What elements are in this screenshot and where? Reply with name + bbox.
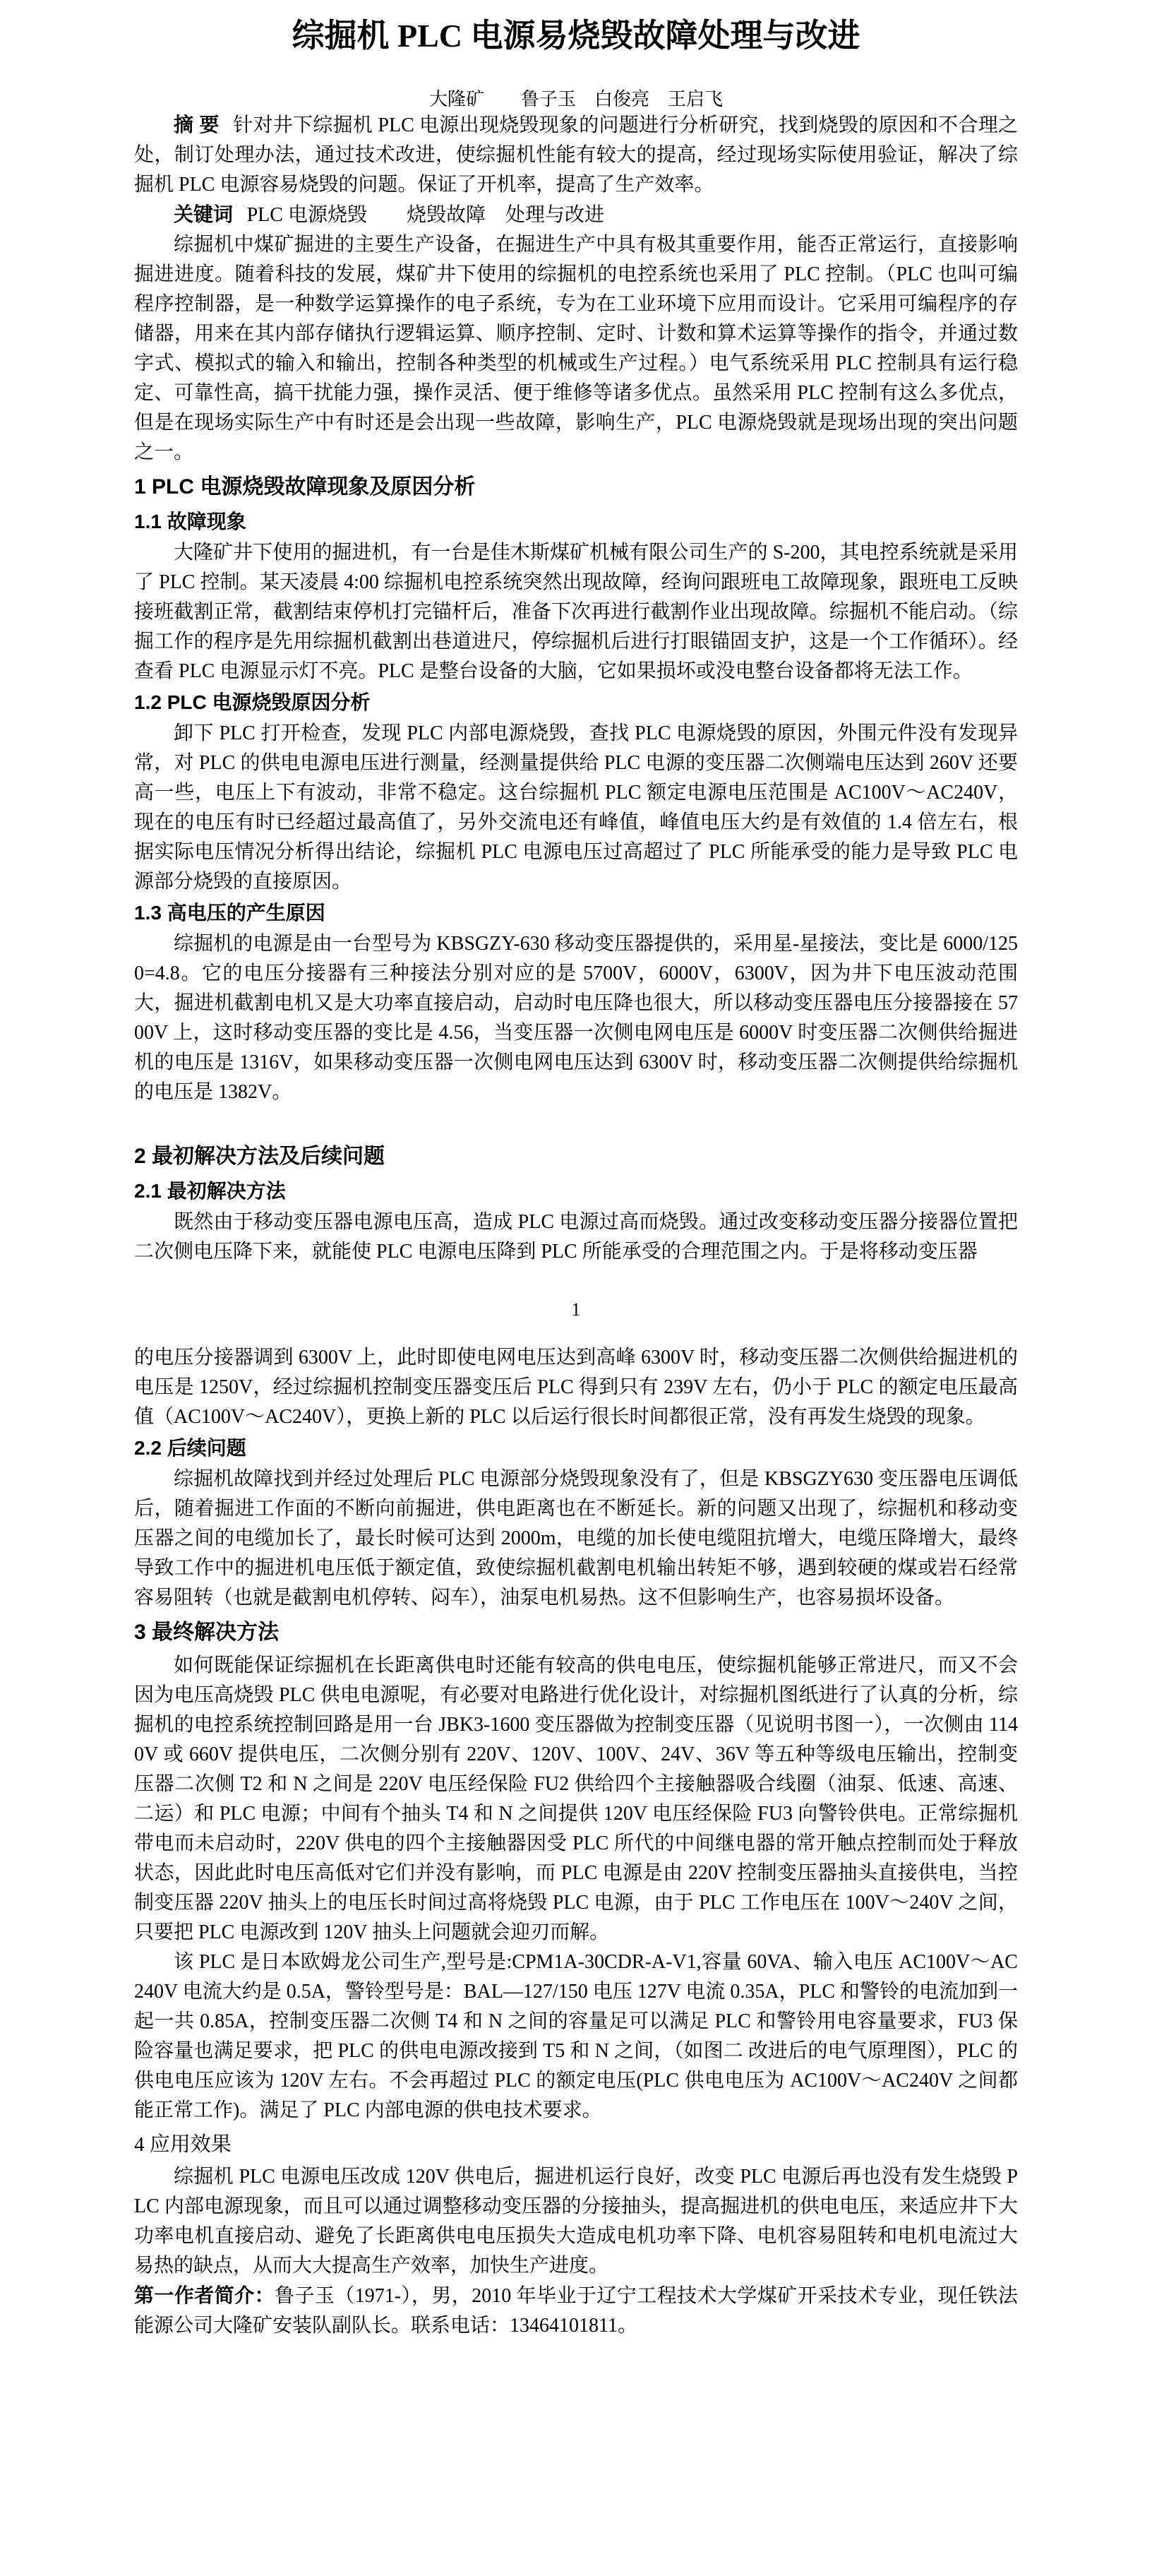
paragraph-3-1: 如何既能保证综掘机在长距离供电时还能有较高的供电电压，使综掘机能够正常进尺，而又不会因为电压高烧毁 PLC 供电电源呢，有必要对电路进行优化设计，对综掘机图纸进行了认真的分析，综掘机的电控系统控制回路是用一台 JBK3-1600 变压器做为控制变压器（见说明书图一），一次侧由 1140V 或 660V 提供电压，二次侧分别有 220V、120V、100V、24V、36V 等五种等级电压输出，控制变压器二次侧 T2 和 N 之间是 220V 电压经保险 FU2 供给四个主接触器吸合线圈（油泵、低速、高速、二运）和 PLC 电源；中间有个抽头 T4 和 N 之间提供 120V 电压经保险 FU3 向警铃供电。正常综掘机带电而未启动时，220V 供电的四个主接触器因受 PLC 所代的中间继电器的常开触点控制而处于释放状态，因此此时电压高低对它们并没有影响，而 PLC 电源是由 220V 控制变压器抽头直接供电，当控制变压器 220V 抽头上的电压长时间过高将烧毁 PLC 电源，由于 PLC 工作电压在 100V～240V 之间，只要把 PLC 电源改到 120V 抽头上问题就会迎刃而解。 [134, 1654, 1018, 1944]
document-content [134, 0, 1018, 2341]
paragraph-1-3: 综掘机的电源是由一台型号为 KBSGZY-630 移动变压器提供的，采用星-星接法，变比是 6000/1250=4.8。它的电压分接器有三种接法分别对应的是 5700V，6000V，6300V，因为井下电压波动范围大，掘进机截割电机又是大功率直接启动，启动时电压降也很大，所以移动变压器电压分接器接在 5700V 上，这时移动变压器的变比是 4.56，当变压器一次侧电网电压是 6000V 时变压器二次侧供给掘进机的电压是 1316V，如果移动变压器一次侧电网电压达到 6300V 时，移动变压器二次侧提供给综掘机的电压是 1382V。 [134, 933, 1018, 1104]
keywords-text: PLC 电源烧毁 烧毁故障 处理与改进 [246, 204, 604, 227]
keywords-label: 关键词 [174, 203, 234, 226]
paragraph-2-1-part1: 既然由于移动变压器电源电压高，造成 PLC 电源过高而烧毁。通过改变移动变压器分接器位置把二次侧电压降下来，就能使 PLC 电源电压降到 PLC 所能承受的合理范围之内。于是将移动变压器 [134, 1211, 1018, 1263]
section-heading-1-3: 1.3 高电压的产生原因 [134, 902, 325, 924]
section-heading-1-2: 1.2 PLC 电源烧毁原因分析 [134, 691, 371, 714]
paragraph-intro: 综掘机中煤矿掘进的主要生产设备，在掘进生产中具有极其重要作用，能否正常运行，直接影响掘进进度。随着科技的发展，煤矿井下使用的综掘机的电控系统也采用了 PLC 控制。（PLC 也叫可编程序控制器，是一种数学运算操作的电子系统，专为在工业环境下应用而设计。它采用可编程序的存储器，用来在其内部存储执行逻辑运算、顺序控制、定时、计数和算术运算等操作的指令，并通过数字式、模拟式的输入和输出，控制各种类型的机械或生产过程。）电气系统采用 PLC 控制具有运行稳定、可靠性高，搞干扰能力强，操作灵活、便于维修等诸多优点。虽然采用 PLC 控制有这么多优点，但是在现场实际生产中有时还是会出现一些故障，影响生产，PLC 电源烧毁就是现场出现的突出问题之一。 [134, 234, 1018, 464]
section-heading-4: 4 应用效果 [134, 2133, 232, 2157]
paragraph-2-1-part2: 的电压分接器调到 6300V 上，此时即使电网电压达到高峰 6300V 时，移动变压器二次侧供给掘进机的电压是 1250V，经过综掘机控制变压器变压后 PLC 得到只有 239V 左右，仍小于 PLC 的额定电压最高值（AC100V～AC240V），更换上新的 PLC 以后运行很长时间都很正常，没有再发生烧毁的现象。 [134, 1347, 1018, 1429]
paragraph-3-2: 该 PLC 是日本欧姆龙公司生产,型号是:CPM1A-30CDR-A-V1,容量 60VA、输入电压 AC100V～AC240V 电流大约是 0.5A，警铃型号是：BAL—127/150 电压 127V 电流 0.35A，PLC 和警铃的电流加到一起一共 0.85A，控制变压器二次侧 T4 和 N 之间的容量足可以满足 PLC 和警铃用电容量要求，FU3 保险容量也满足要求，把 PLC 的供电电源改接到 T5 和 N 之间，（如图二 改进后的电气原理图），PLC 的供电电压应该为 120V 左右。不会再超过 PLC 的额定电压(PLC 供电电压为 AC100V～AC240V 之间都能正常工作)。满足了 PLC 内部电源的供电技术要求。 [134, 1951, 1019, 2122]
section-heading-2: 2 最初解决方法及后续问题 [134, 1145, 385, 1169]
section-heading-2-2: 2.2 后续问题 [134, 1437, 246, 1460]
author-bio [134, 2281, 1018, 2341]
section-heading-3: 3 最终解决方法 [134, 1621, 280, 1645]
abstract-paragraph [134, 110, 1018, 200]
abstract-text: 针对井下综掘机 PLC 电源出现烧毁现象的问题进行分析研究，找到烧毁的原因和不合理之处，制订处理办法，通过技术改进，使综掘机性能有较大的提高，经过现场实际使用验证，解决了综掘机 PLC 电源容易烧毁的问题。保证了开机率，提高了生产效率。 [134, 114, 1019, 196]
page-number: 1 [571, 1299, 581, 1320]
keywords-paragraph [134, 200, 1018, 230]
author-bio-label: 第一作者简介： [134, 2284, 275, 2307]
abstract-label: 摘 要 [174, 114, 220, 136]
section-heading-1: 1 PLC 电源烧毁故障现象及原因分析 [134, 475, 476, 499]
paragraph-2-2: 综掘机故障找到并经过处理后 PLC 电源部分烧毁现象没有了，但是 KBSGZY630 变压器电压调低后，随着掘进工作面的不断向前掘进，供电距离也在不断延长。新的问题又出现了，综掘机和移动变压器之间的电缆加长了，最长时候可达到 2000m，电缆的加长使电缆阻抗增大，电缆压降增大，最终导致工作中的掘进机电压低于额定值，致使综掘机截割电机输出转矩不够，遇到较硬的煤或岩石经常容易阻转（也就是截割电机停转、闷车），油泵电机易热。这不但影响生产，也容易损坏设备。 [134, 1468, 1018, 1609]
section-heading-2-1: 2.1 最初解决方法 [134, 1180, 286, 1203]
authors-line: 大隆矿 鲁子玉 白俊亮 王启飞 [428, 89, 723, 110]
paragraph-4: 综掘机 PLC 电源电压改成 120V 供电后，掘进机运行良好，改变 PLC 电源后再也没有发生烧毁 PLC 内部电源现象，而且可以通过调整移动变压器的分接抽头，提高掘进机的供电电压，来适应井下大功率电机直接启动、避免了长距离供电电压损失大造成电机功率下降、电机容易阻转和电机电流过大易热的缺点，从而大大提高生产效率，加快生产进度。 [134, 2166, 1018, 2277]
paragraph-1-2: 卸下 PLC 打开检查，发现 PLC 内部电源烧毁，查找 PLC 电源烧毁的原因，外围元件没有发现异常，对 PLC 的供电电源电压进行测量，经测量提供给 PLC 电源的变压器二次侧端电压达到 260V 还要高一些，电压上下有波动，非常不稳定。这台综掘机 PLC 额定电源电压范围是 AC100V～AC240V，现在的电压有时已经超过最高值了，另外交流电还有峰值，峰值电压大约是有效值的 1.4 倍左右，根据实际电压情况分析得出结论，综掘机 PLC 电源电压过高超过了 PLC 所能承受的能力是导致 PLC 电源部分烧毁的直接原因。 [134, 722, 1018, 893]
paragraph-1-1: 大隆矿井下使用的掘进机，有一台是佳木斯煤矿机械有限公司生产的 S-200，其电控系统就是采用了 PLC 控制。某天凌晨 4:00 综掘机电控系统突然出现故障，经询问跟班电工故障现象，跟班电工反映接班截割正常，截割结束停机打完锚杆后，准备下次再进行截割作业出现故障。综掘机不能启动。（综掘工作的程序是先用综掘机截割出巷道进尺，停综掘机后进行打眼锚固支护，这是一个工作循环）。经查看 PLC 电源显示灯不亮。PLC 是整台设备的大脑，它如果损坏或没电整台设备都将无法工作。 [134, 542, 1018, 683]
section-heading-1-1: 1.1 故障现象 [134, 511, 246, 533]
author-bio-text: 鲁子玉（1971-），男，2010 年毕业于辽宁工程技术大学煤矿开采技术专业，现任铁法能源公司大隆矿安装队副队长。联系电话：13464101811。 [134, 2285, 1018, 2337]
page-title: 综掘机 PLC 电源易烧毁故障处理与改进 [292, 18, 860, 54]
